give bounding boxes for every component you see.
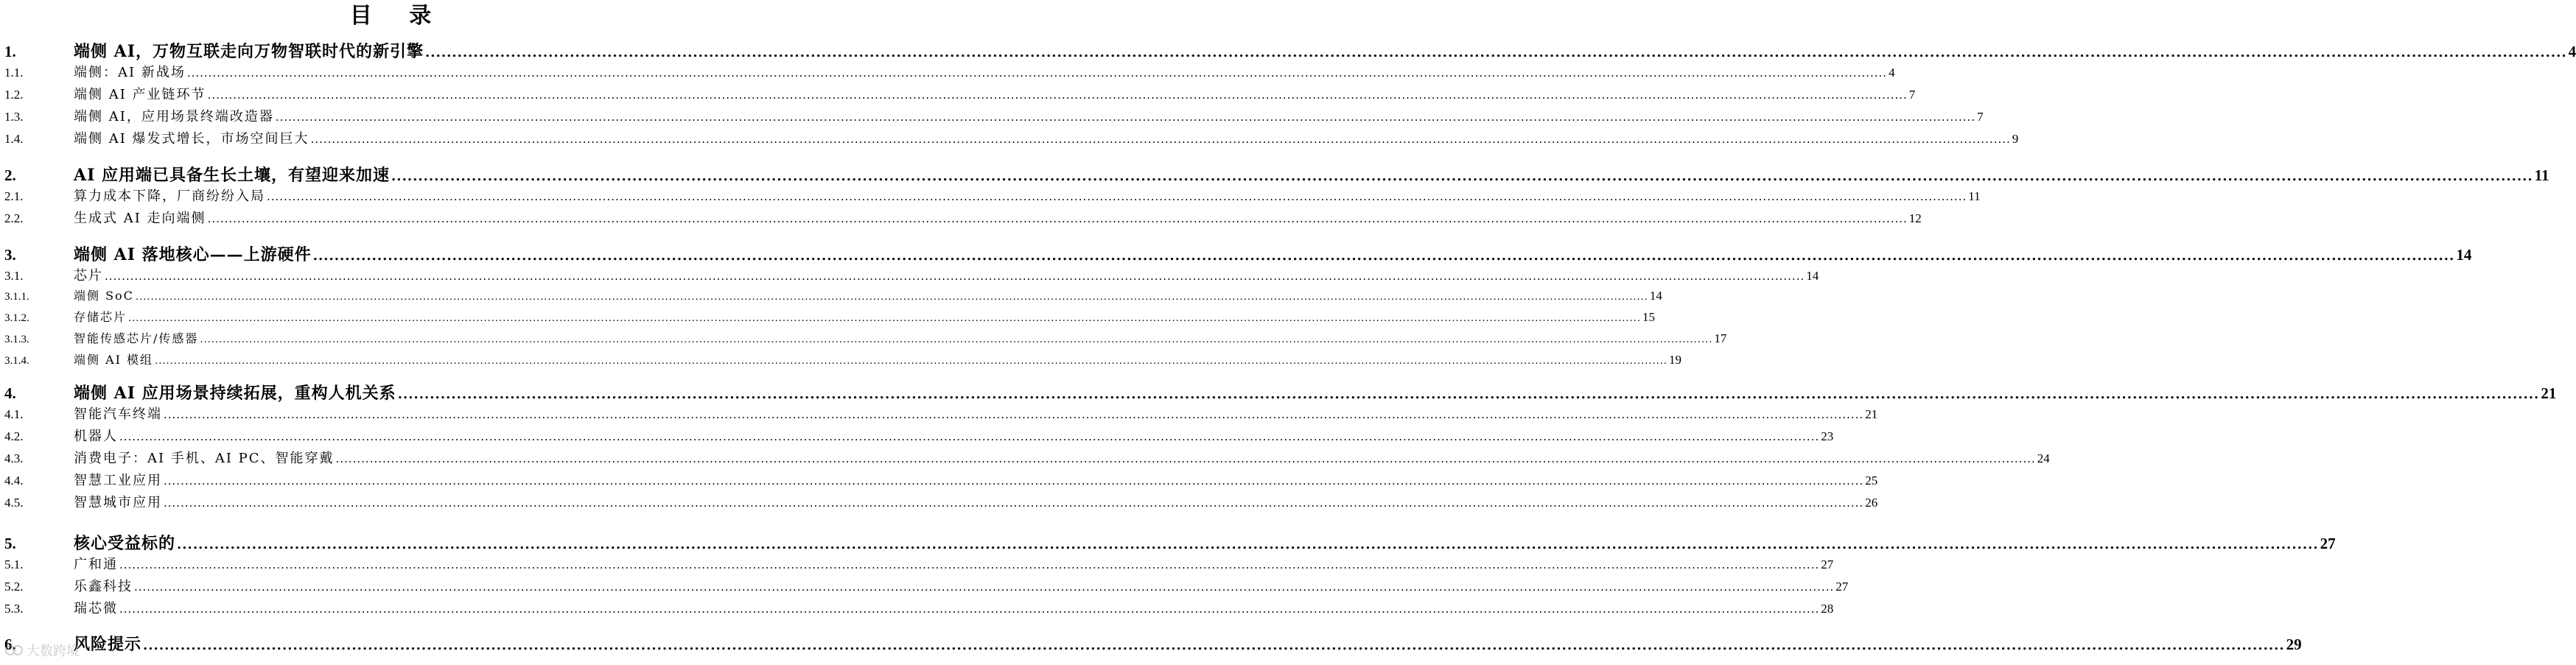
- toc-entry[interactable]: [4, 186, 1981, 207]
- toc-dot-leader: ................................................................................................................................................................................................................................................................................................................................................................................................................: [164, 474, 1864, 488]
- toc-entry-number: 5.: [4, 535, 16, 552]
- toc-entry-page-number: 4: [2568, 43, 2576, 60]
- toc-entry-number: 2.: [4, 166, 16, 184]
- toc-dot-leader: ................................................................................................................................................................................................................................................................................................................................................................................................................: [312, 248, 2455, 264]
- toc-dot-leader: ................................................................................................................................................................................................................................................................................................................................................................................................................: [275, 110, 1976, 124]
- toc-entry-number: 2.1.: [4, 189, 24, 203]
- toc-dot-leader: ................................................................................................................................................................................................................................................................................................................................................................................................................: [207, 212, 1908, 225]
- toc-entry[interactable]: [4, 242, 2472, 265]
- toc-dot-leader: ................................................................................................................................................................................................................................................................................................................................................................................................................: [128, 313, 1641, 324]
- toc-entry-label: 芯片: [74, 268, 103, 284]
- toc-dot-leader: ................................................................................................................................................................................................................................................................................................................................................................................................................: [186, 66, 1888, 80]
- toc-entry-page-number: 17: [1714, 331, 1727, 345]
- toc-dot-leader: ................................................................................................................................................................................................................................................................................................................................................................................................................: [397, 387, 2540, 402]
- toc-entry-label: 端侧 AI，应用场景终端改造器: [74, 109, 274, 124]
- toc-entry-label: 机器人: [74, 429, 118, 444]
- toc-entry-number: 3.: [4, 246, 16, 264]
- toc-entry-label: 乐鑫科技: [74, 579, 133, 594]
- toc-entry-number: 3.1.: [4, 269, 24, 283]
- toc-entry[interactable]: [4, 576, 1849, 597]
- toc-entry-label: 生成式 AI 走向端侧: [74, 211, 206, 226]
- toc-entry[interactable]: [4, 598, 1834, 619]
- toc-entry-page-number: 21: [1865, 407, 1878, 421]
- toc-entry-number: 4.1.: [4, 407, 24, 421]
- toc-entry-label: 瑞芯微: [74, 601, 118, 616]
- toc-entry-page-number: 14: [1649, 289, 1662, 303]
- toc-entry-page-number: 7: [1908, 88, 1916, 102]
- toc-entry-label: 风险提示: [74, 635, 142, 654]
- toc-entry-page-number: 27: [2320, 535, 2336, 552]
- toc-entry[interactable]: [4, 632, 2302, 655]
- toc-entry-page-number: 11: [2534, 166, 2549, 184]
- toc-entry[interactable]: [4, 448, 2050, 469]
- toc-dot-leader: ................................................................................................................................................................................................................................................................................................................................................................................................................: [164, 408, 1864, 421]
- toc-entry-label: 智能汽车终端: [74, 407, 162, 422]
- toc-entry-page-number: 24: [2037, 451, 2050, 465]
- toc-entry-label: 核心受益标的: [74, 534, 176, 553]
- toc-entry[interactable]: [4, 286, 1662, 308]
- toc-dot-leader: ................................................................................................................................................................................................................................................................................................................................................................................................................: [119, 430, 1820, 443]
- toc-entry-page-number: 19: [1669, 353, 1681, 367]
- toc-dot-leader: ................................................................................................................................................................................................................................................................................................................................................................................................................: [135, 292, 1648, 303]
- toc-entry-page-number: 14: [1806, 269, 1819, 283]
- toc-dot-leader: ................................................................................................................................................................................................................................................................................................................................................................................................................: [335, 452, 2036, 465]
- toc-entry-page-number: 4: [1889, 66, 1895, 80]
- toc-entry-number: 1.4.: [4, 132, 24, 146]
- toc-entry-label: 端侧 AI 应用场景持续拓展，重构人机关系: [74, 384, 396, 403]
- toc-dot-leader: ................................................................................................................................................................................................................................................................................................................................................................................................................: [134, 580, 1835, 594]
- toc-entry[interactable]: [4, 381, 2557, 404]
- toc-entry[interactable]: [4, 470, 1878, 491]
- toc-entry-number: 6.: [4, 636, 16, 653]
- toc-entry-number: 1.1.: [4, 66, 24, 80]
- toc-entry-label: 算力成本下降，厂商纷纷入局: [74, 189, 265, 204]
- toc-entry[interactable]: [4, 308, 1655, 329]
- page-title: 目 录: [349, 3, 447, 29]
- toc-entry-page-number: 26: [1865, 496, 1878, 510]
- toc-entry-number: 5.2.: [4, 580, 24, 594]
- toc-entry-number: 1.2.: [4, 88, 24, 102]
- toc-entry[interactable]: [4, 163, 2549, 186]
- toc-entry-label: 广和通: [74, 557, 118, 572]
- toc-entry[interactable]: [4, 329, 1727, 351]
- toc-dot-leader: ................................................................................................................................................................................................................................................................................................................................................................................................................: [267, 190, 1967, 203]
- toc-entry-number: 3.1.2.: [4, 312, 29, 324]
- toc-dot-leader: ................................................................................................................................................................................................................................................................................................................................................................................................................: [105, 270, 1805, 283]
- toc-dot-leader: ................................................................................................................................................................................................................................................................................................................................................................................................................: [177, 537, 2319, 552]
- toc-dot-leader: ................................................................................................................................................................................................................................................................................................................................................................................................................: [155, 356, 1667, 367]
- toc-entry-page-number: 21: [2541, 384, 2557, 402]
- toc-entry-label: 端侧：AI 新战场: [74, 65, 186, 80]
- toc-dot-leader: ................................................................................................................................................................................................................................................................................................................................................................................................................: [119, 602, 1820, 616]
- toc-entry-label: 智慧城市应用: [74, 495, 162, 510]
- toc-dot-leader: ................................................................................................................................................................................................................................................................................................................................................................................................................: [119, 558, 1820, 571]
- toc-entry-label: 存储芯片: [74, 310, 127, 324]
- toc-entry-page-number: 23: [1821, 429, 1834, 443]
- toc-entry[interactable]: [4, 492, 1878, 513]
- toc-entry[interactable]: [4, 39, 2576, 62]
- toc-entry-number: 4.4.: [4, 474, 24, 488]
- toc-entry-label: 端侧 AI 产业链环节: [74, 87, 206, 102]
- toc-entry-number: 1.: [4, 43, 16, 60]
- toc-entry-number: 4.2.: [4, 429, 24, 443]
- toc-entry[interactable]: [4, 351, 1681, 372]
- toc-entry-page-number: 25: [1865, 474, 1878, 488]
- toc-dot-leader: ................................................................................................................................................................................................................................................................................................................................................................................................................: [207, 88, 1908, 102]
- toc-entry[interactable]: [4, 128, 2019, 149]
- toc-entry-label: 智能传感芯片/传感器: [74, 331, 199, 345]
- toc-entry[interactable]: [4, 265, 1819, 286]
- toc-entry-page-number: 14: [2456, 246, 2472, 264]
- toc-entry-number: 5.1.: [4, 557, 24, 571]
- toc-entry-label: 端侧 AI 模组: [74, 353, 154, 367]
- toc-entry-label: 消费电子：AI 手机、AI PC、智能穿戴: [74, 451, 335, 466]
- toc-entry[interactable]: [4, 208, 1922, 229]
- toc-entry-page-number: 27: [1821, 557, 1834, 571]
- toc-entry-number: 4.5.: [4, 496, 24, 510]
- toc-entry-page-number: 7: [1977, 110, 1984, 124]
- toc-entry[interactable]: [4, 531, 2336, 554]
- toc-entry[interactable]: [4, 554, 1834, 575]
- toc-dot-leader: ................................................................................................................................................................................................................................................................................................................................................................................................................: [200, 334, 1713, 345]
- toc-entry-label: 端侧 AI，万物互联走向万物智联时代的新引擎: [74, 42, 424, 61]
- toc-entry-number: 4.3.: [4, 451, 24, 465]
- toc-entry-label: 端侧 SoC: [74, 289, 134, 303]
- toc-entry-label: 端侧 AI 爆发式增长，市场空间巨大: [74, 131, 309, 147]
- toc-entry-number: 3.1.1.: [4, 291, 29, 303]
- toc-entry[interactable]: [4, 426, 1834, 447]
- toc-entry[interactable]: [4, 404, 1878, 425]
- toc-entry[interactable]: [4, 106, 1984, 127]
- toc-entry[interactable]: [4, 84, 1916, 105]
- toc-entry-label: 端侧 AI 落地核心——上游硬件: [74, 245, 312, 264]
- toc-entry-page-number: 28: [1821, 602, 1834, 616]
- toc-dot-leader: ................................................................................................................................................................................................................................................................................................................................................................................................................: [425, 45, 2567, 60]
- toc-dot-leader: ................................................................................................................................................................................................................................................................................................................................................................................................................: [143, 638, 2285, 653]
- toc-entry-page-number: 11: [1968, 189, 1981, 203]
- toc-entry[interactable]: [4, 62, 1895, 83]
- toc-entry-page-number: 12: [1908, 211, 1922, 225]
- toc-entry-number: 3.1.4.: [4, 355, 29, 367]
- toc-entry-number: 5.3.: [4, 602, 24, 616]
- toc-entry-page-number: 27: [1835, 580, 1849, 594]
- watermark-text: 大数跨境: [27, 644, 80, 659]
- toc-entry-page-number: 29: [2286, 636, 2302, 653]
- toc-dot-leader: ................................................................................................................................................................................................................................................................................................................................................................................................................: [391, 169, 2533, 184]
- toc-entry-page-number: 15: [1642, 310, 1655, 324]
- toc-dot-leader: ................................................................................................................................................................................................................................................................................................................................................................................................................: [310, 133, 2011, 146]
- toc-entry-label: AI 应用端已具备生长土壤，有望迎来加速: [74, 166, 391, 185]
- toc-entry-label: 智慧工业应用: [74, 473, 162, 488]
- toc-entry-number: 3.1.3.: [4, 334, 29, 345]
- toc-entry-page-number: 9: [2012, 132, 2019, 146]
- toc-entry-number: 2.2.: [4, 211, 24, 225]
- toc-entry-number: 1.3.: [4, 110, 24, 124]
- toc-entry-number: 4.: [4, 384, 16, 402]
- toc-dot-leader: ................................................................................................................................................................................................................................................................................................................................................................................................................: [164, 496, 1864, 510]
